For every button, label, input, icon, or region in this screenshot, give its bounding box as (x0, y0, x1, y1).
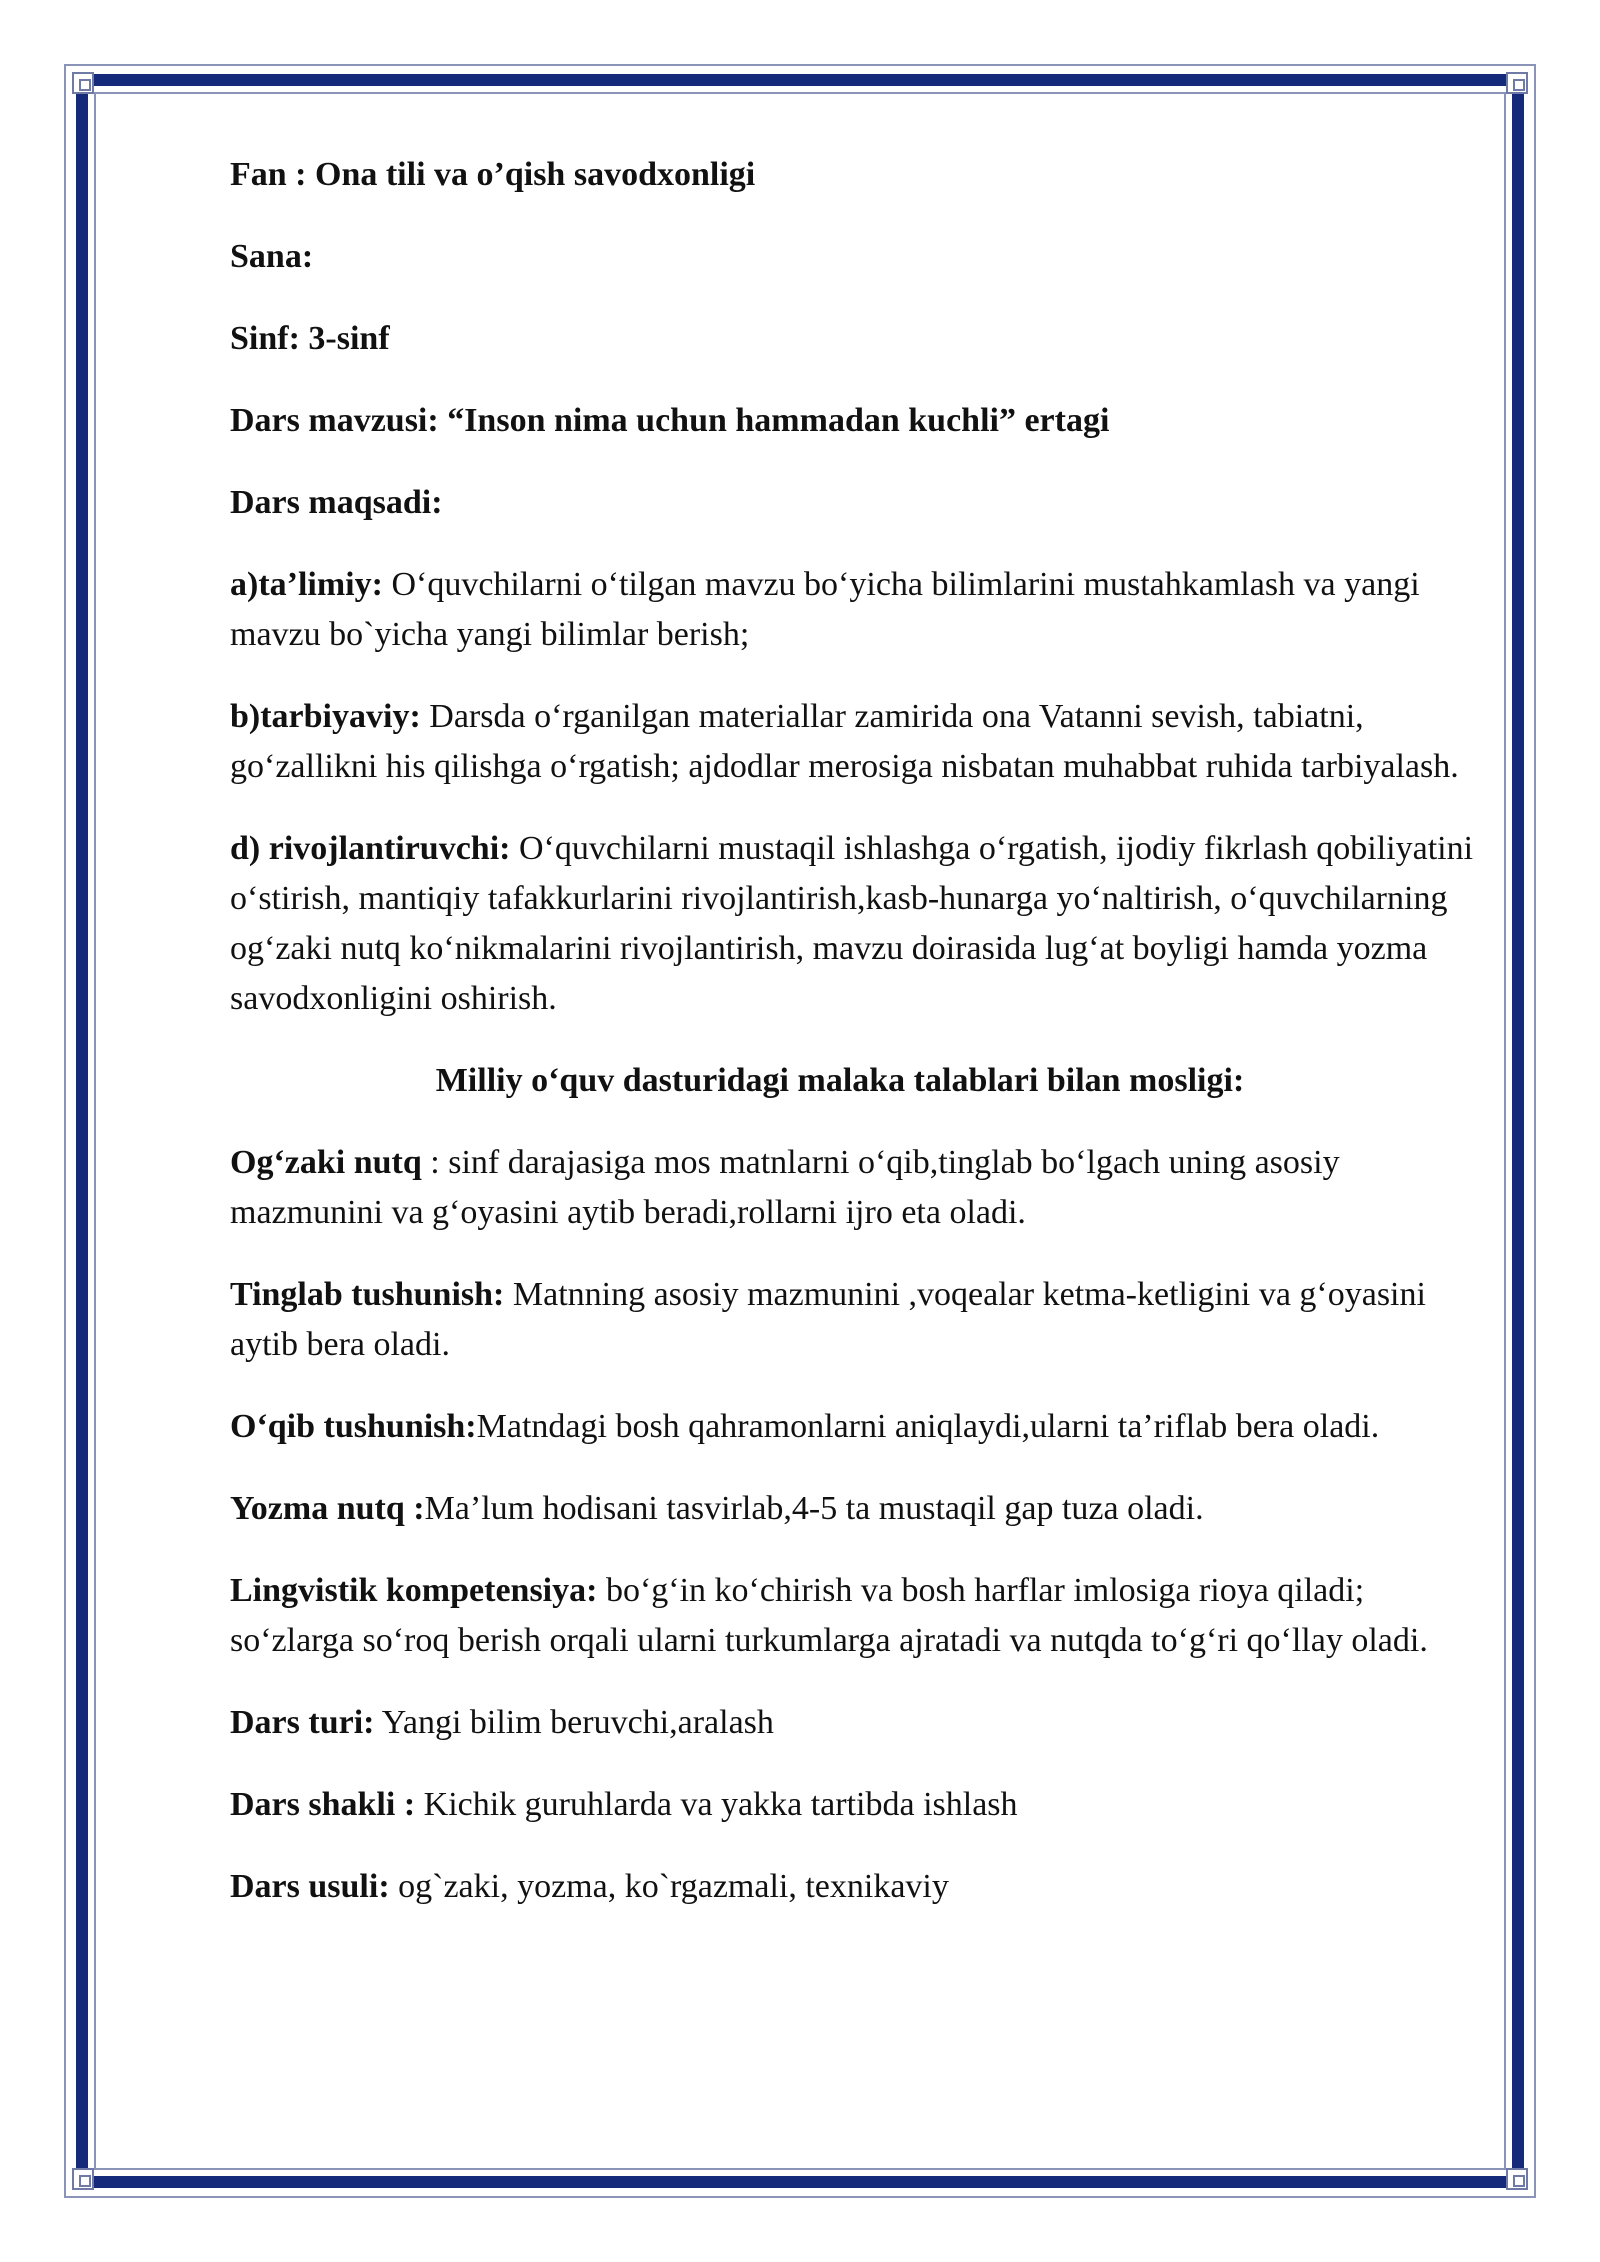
lesson-info-text: og`zaki, yozma, ko`rgazmali, texnikaviy (389, 1868, 949, 1905)
document-body (230, 150, 1490, 1944)
lesson-info-text: Yangi bilim beruvchi,aralash (374, 1704, 774, 1741)
goal-label: b)tarbiyaviy: (230, 698, 421, 735)
standards-heading: Milliy o‘quv dasturidagi malaka talablari bilan mosligi: (435, 1062, 1245, 1099)
lesson-info-label: Dars usuli: (230, 1868, 390, 1905)
goal-text: O‘quvchilarni o‘tilgan mavzu bo‘yicha bilimlarini mustahkamlash va yangi mavzu bo`yicha yangi bilimlar berish; (230, 566, 1420, 653)
lesson-info-label: Dars shakli : (230, 1786, 416, 1823)
competency-label: O‘qib tushunish: (230, 1408, 477, 1445)
grade-line: Sinf: 3-sinf (230, 320, 390, 357)
topic-line: Dars mavzusi: “Inson nima uchun hammadan kuchli” ertagi (230, 402, 1110, 439)
goal-text: Darsda o‘rganilgan materiallar zamirida ona Vatanni sevish, tabiatni, go‘zallikni his qilishga o‘rgatish; ajdodlar merosiga nisbatan muhabbat ruhida tarbiyalash. (230, 698, 1459, 785)
goal-label: d) rivojlantiruvchi: (230, 830, 511, 867)
goal-upbringing (230, 692, 1490, 792)
subject-line: Fan : Ona tili va o’qish savodxonligi (230, 156, 756, 193)
competency-oral-speech (230, 1138, 1490, 1238)
lesson-info-text: Kichik guruhlarda va yakka tartibda ishlash (415, 1786, 1018, 1823)
lesson-info-label: Dars turi: (230, 1704, 375, 1741)
goal-text: O‘quvchilarni mustaqil ishlashga o‘rgatish, ijodiy fikrlash qobiliyatini o‘stirish, mantiqiy tafakkurlarini rivojlantirish,kasb-hunarga yo‘naltirish, o‘quvchilarning og‘zaki nutq ko‘nikmalarini rivojlantirish, mavzu doirasida lug‘at boyligi hamda yozma savodxonligini oshirish. (230, 830, 1474, 1017)
competency-label: Lingvistik kompetensiya: (230, 1572, 598, 1609)
competency-text: Ma’lum hodisani tasvirlab,4-5 ta mustaqil gap tuza oladi. (424, 1490, 1204, 1527)
competency-listening (230, 1270, 1490, 1370)
competency-text: : sinf darajasiga mos matnlarni o‘qib,tinglab bo‘lgach uning asosiy mazmunini va g‘oyasini aytib beradi,rollarni ijro eta oladi. (230, 1144, 1340, 1231)
competency-label: Yozma nutq : (230, 1490, 425, 1527)
competency-writing (230, 1484, 1490, 1534)
goal-title: Dars maqsadi: (230, 484, 443, 521)
competency-label: Og‘zaki nutq (230, 1144, 422, 1181)
competency-text: bo‘g‘in ko‘chirish va bosh harflar imlosiga rioya qiladi; so‘zlarga so‘roq berish orqali ularni turkumlarga ajratadi va nutqda to‘g‘ri qo‘llay oladi. (230, 1572, 1428, 1659)
competency-text: Matndagi bosh qahramonlarni aniqlaydi,ularni ta’riflab bera oladi. (476, 1408, 1380, 1445)
corner-ornament-bottom-left (72, 2168, 94, 2190)
lesson-form (230, 1780, 1490, 1830)
corner-ornament-top-left (72, 72, 94, 94)
lesson-method (230, 1862, 1490, 1912)
date-line: Sana: (230, 238, 314, 275)
corner-ornament-bottom-right (1506, 2168, 1528, 2190)
competency-label: Tinglab tushunish: (230, 1276, 505, 1313)
goal-educational (230, 560, 1490, 660)
competency-reading (230, 1402, 1490, 1452)
lesson-type (230, 1698, 1490, 1748)
goal-developmental (230, 824, 1490, 1024)
competency-text: Matnning asosiy mazmunini ,voqealar ketma-ketligini va g‘oyasini aytib bera oladi. (230, 1276, 1426, 1363)
goal-label: a)ta’limiy: (230, 566, 383, 603)
corner-ornament-top-right (1506, 72, 1528, 94)
competency-linguistic (230, 1566, 1490, 1666)
